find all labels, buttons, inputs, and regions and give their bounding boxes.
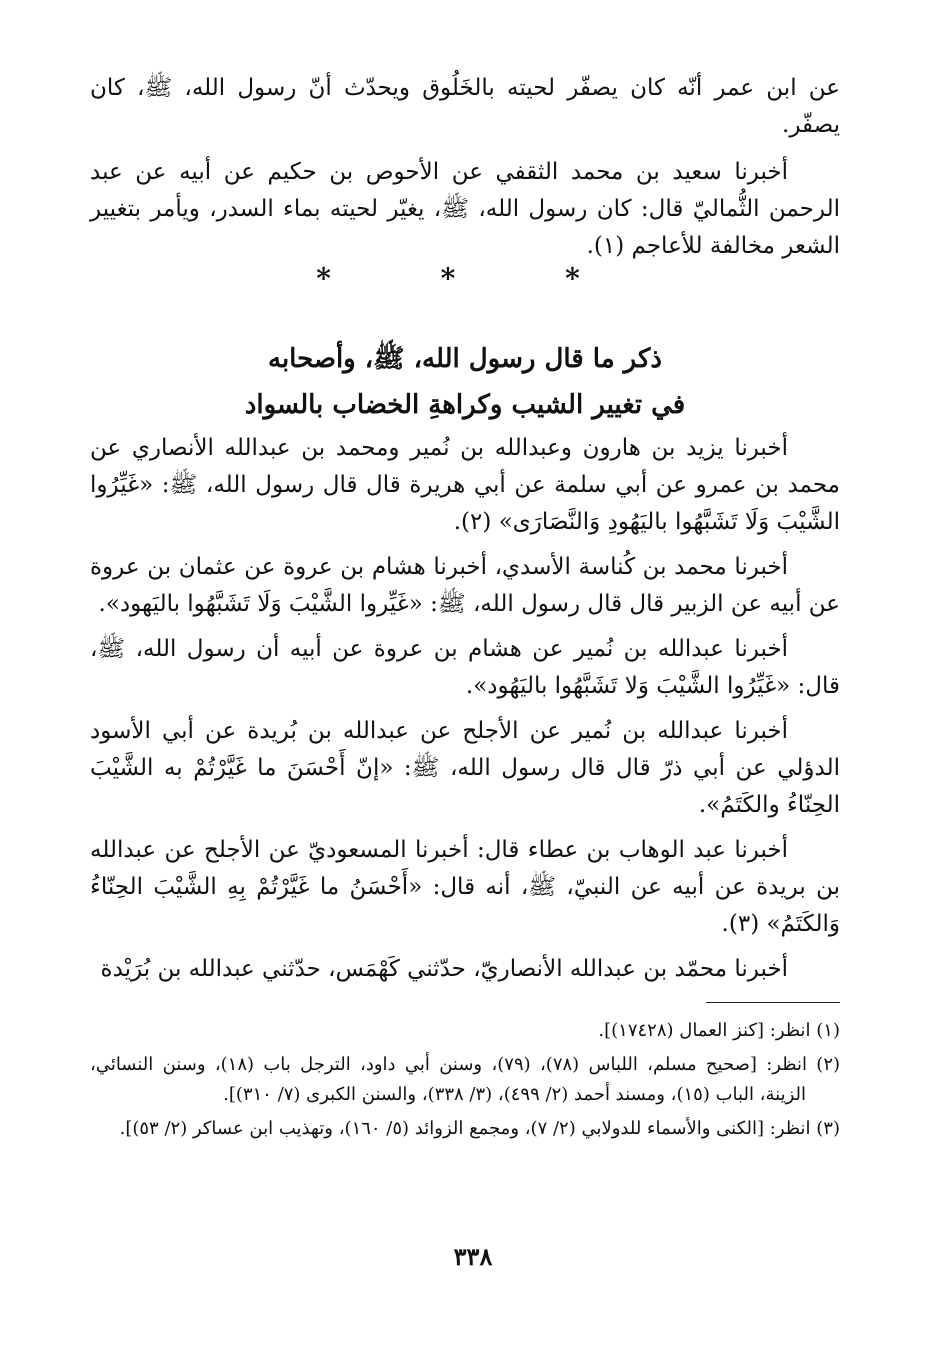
section-title-line2: في تغيير الشيب وكراهةِ الخضاب بالسواد — [244, 390, 686, 420]
footnote-divider — [706, 1002, 840, 1003]
footnotes — [90, 1016, 840, 1148]
hadith-paragraph: أخبرنا عبدالله بن نُمير عن الأجلح عن عبدالله بن بُريدة عن أبي الأسود الدؤلي عن أبي ذرّ قال قال رسول الله، ﷺ: «إنّ أَحْسَنَ ما غَيَّرْتُمْ به الشَّيْبَ الحِنّاءُ والكَتَمُ». — [90, 718, 840, 818]
hadith-paragraph: أخبرنا محمّد بن عبدالله الأنصاريّ، حدّثني كَهْمَس، حدّثني عبدالله بن بُرَيْدة — [100, 956, 788, 982]
section-separator: * * * — [316, 262, 630, 295]
hadith-paragraph: أخبرنا محمد بن كُناسة الأسدي، أخبرنا هشام بن عروة عن عثمان بن عروة عن أبيه عن الزبير قال قال رسول الله، ﷺ: «غَيِّروا الشَّيْبَ وَلَا تَشَبَّهُوا باليَهود». — [90, 554, 840, 617]
hadith-paragraph: أخبرنا يزيد بن هارون وعبدالله بن نُمير ومحمد بن عبدالله الأنصاري عن محمد بن عمرو عن أبي سلمة عن أبي هريرة قال قال رسول الله، ﷺ: «غَيِّرُوا الشَّيْبَ وَلَا تَشَبَّهُوا باليَهُودِ وَالنَّصَارَى» (٢). — [90, 435, 841, 535]
paragraph-continuation: عن ابن عمر أنّه كان يصفّر لحيته بالخَلُوق ويحدّث أنّ رسول الله، ﷺ، كان يصفّر. — [90, 75, 840, 138]
section-title-line1: ذكر ما قال رسول الله، ﷺ، وأصحابه — [268, 344, 662, 374]
section-title — [90, 336, 840, 428]
footnote-2: (٢) انظر: [صحيح مسلم، اللباس (٧٨)، (٧٩)، وسنن أبي داود، الترجل باب (١٨)، وسنن النسائي، الزينة، الباب (١٥)، ومسند أحمد (٢/ ٤٩٩)، (٣/ ٣٣٨)، والسنن الكبرى (٧/ ٣١٠)]. — [90, 1054, 841, 1105]
hadith-paragraph: أخبرنا عبد الوهاب بن عطاء قال: أخبرنا المسعوديّ عن الأجلح عن عبدالله بن بريدة عن أبيه عن النبيّ، ﷺ، أنه قال: «أَحْسَنُ ما غَيَّرْتُمْ بِهِ الشَّيْبَ الحِنّاءُ وَالكَتَمُ» (٣). — [90, 837, 840, 937]
paragraph-thumali-narration: أخبرنا سعيد بن محمد الثقفي عن الأحوص بن حكيم عن أبيه عن عبد الرحمن الثُّماليّ قال: كان رسول الله، ﷺ، يغيّر لحيته بماء السدر، ويأمر بتغيير الشعر مخالفة للأعاجم (١). — [90, 159, 840, 259]
page-number: ٣٣٨ — [453, 1242, 493, 1271]
continued-text — [90, 70, 840, 265]
footnote-1: (١) انظر: [كنز العمال (١٧٤٢٨)]. — [598, 1020, 840, 1041]
hadith-paragraph: أخبرنا عبدالله بن نُمير عن هشام بن عروة عن أبيه أن رسول الله، ﷺ، قال: «غَيِّرُوا الشَّيْبَ وَلا تَشَبَّهُوا باليَهُود». — [90, 636, 840, 699]
footnote-3: (٣) انظر: [الكنى والأسماء للدولابي (٢/ ٧)، ومجمع الزوائد (٥/ ١٦٠)، وتهذيب ابن عساكر (٢/ ٥٣)]. — [119, 1118, 840, 1139]
hadith-section — [90, 430, 840, 996]
